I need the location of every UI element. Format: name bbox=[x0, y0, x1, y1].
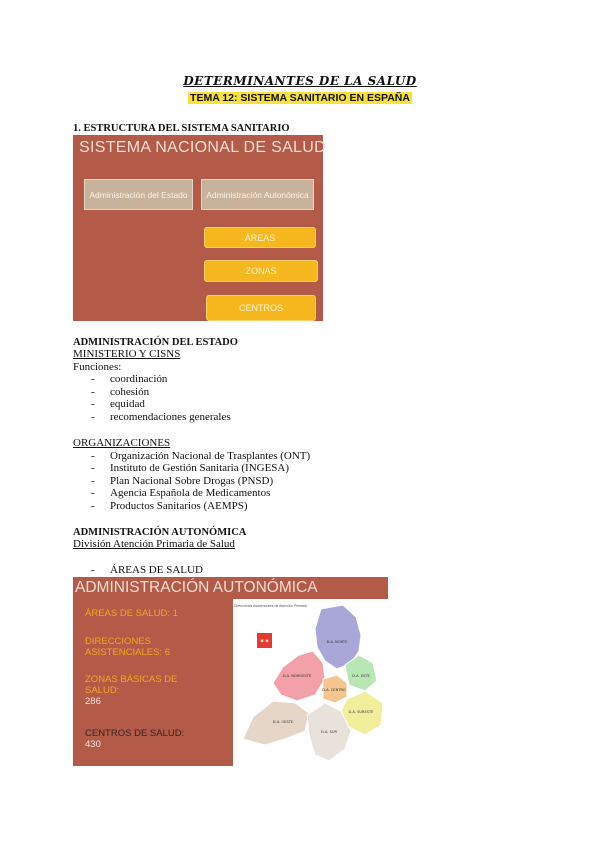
subtitle-highlight: TEMA 12: SISTEMA SANITARIO EN ESPAÑA bbox=[190, 92, 410, 104]
stat-centros-label: CENTROS DE SALUD: bbox=[85, 728, 185, 739]
autonomica-list bbox=[91, 564, 203, 577]
map-label-oeste: D.A. OESTE bbox=[272, 720, 294, 724]
sns-diagram-title: SISTEMA NACIONAL DE SALUD bbox=[79, 139, 326, 156]
document-subtitle bbox=[0, 92, 600, 104]
map-caption: Direcciones Asistenciales de Atención Primaria bbox=[234, 604, 307, 608]
sns-diagram bbox=[73, 135, 326, 321]
list-item: - Instituto de Gestión Sanitaria (INGESA) bbox=[91, 462, 393, 475]
autonomica-stats-panel bbox=[73, 599, 233, 766]
madrid-map-svg bbox=[233, 599, 388, 766]
list-item: - coordinación bbox=[91, 373, 373, 386]
map-label-este: D.A. ESTE bbox=[352, 674, 370, 678]
estado-sub: MINISTERIO Y CISNS bbox=[73, 348, 181, 360]
list-item: - Plan Nacional Sobre Drogas (PNSD) bbox=[91, 475, 393, 488]
map-label-noroeste: D.A. NOROESTE bbox=[282, 674, 312, 678]
map-label-centro: D.A. CENTRO bbox=[322, 688, 346, 692]
autonomica-diagram-title: ADMINISTRACIÓN AUTONÓMICA bbox=[73, 577, 388, 599]
organizaciones-list bbox=[91, 450, 393, 513]
list-item: - cohesión bbox=[91, 386, 373, 399]
stat-zonas-label: ZONAS BÁSICAS DE SALUD: bbox=[85, 674, 178, 696]
estado-heading: ADMINISTRACIÓN DEL ESTADO bbox=[73, 337, 238, 348]
stat-zonas bbox=[85, 674, 205, 707]
list-item: - ÁREAS DE SALUD bbox=[91, 564, 203, 577]
document-title: DETERMINANTES DE LA SALUD bbox=[183, 74, 417, 88]
madrid-logo-stars: ✶✶ bbox=[259, 638, 270, 645]
autonomica-diagram bbox=[73, 577, 388, 766]
list-item: - Productos Sanitarios (AEMPS) bbox=[91, 500, 393, 513]
map-label-sureste: D.A. SURESTE bbox=[348, 710, 374, 714]
stat-centros bbox=[85, 728, 215, 750]
autonomica-section bbox=[73, 527, 393, 551]
zonas-box: ZONAS bbox=[204, 260, 318, 282]
stat-areas: ÁREAS DE SALUD: 1 bbox=[85, 608, 178, 619]
organizaciones-section bbox=[73, 437, 393, 513]
funciones-list bbox=[91, 373, 373, 423]
list-item: - Agencia Española de Medicamentos bbox=[91, 487, 393, 500]
funciones-label: Funciones: bbox=[73, 360, 122, 373]
section-heading-structure: 1. ESTRUCTURA DEL SISTEMA SANITARIO bbox=[73, 123, 290, 134]
list-item: - recomendaciones generales bbox=[91, 411, 373, 424]
list-item: - Organización Nacional de Trasplantes (ONT) bbox=[91, 450, 393, 463]
estado-section bbox=[73, 337, 373, 424]
areas-box: ÁREAS bbox=[204, 227, 316, 248]
admin-autonomica-box: Administración Autonómica bbox=[201, 179, 314, 210]
list-item: - equidad bbox=[91, 398, 373, 411]
centros-box: CENTROS bbox=[206, 295, 316, 321]
organizaciones-label: ORGANIZACIONES bbox=[73, 437, 171, 449]
stat-zonas-value: 286 bbox=[85, 696, 101, 707]
stat-centros-value: 430 bbox=[85, 739, 101, 750]
autonomica-heading: ADMINISTRACIÓN AUTONÓMICA bbox=[73, 527, 247, 538]
autonomica-sub: División Atención Primaria de Salud bbox=[73, 538, 235, 550]
map-label-sur: D.A. SUR bbox=[321, 730, 337, 734]
stat-direcciones: DIRECCIONES ASISTENCIALES: 6 bbox=[85, 636, 171, 658]
madrid-map bbox=[233, 599, 388, 766]
map-label-norte: D.A. NORTE bbox=[326, 640, 348, 644]
admin-estado-box: Administración del Estado bbox=[84, 179, 193, 210]
